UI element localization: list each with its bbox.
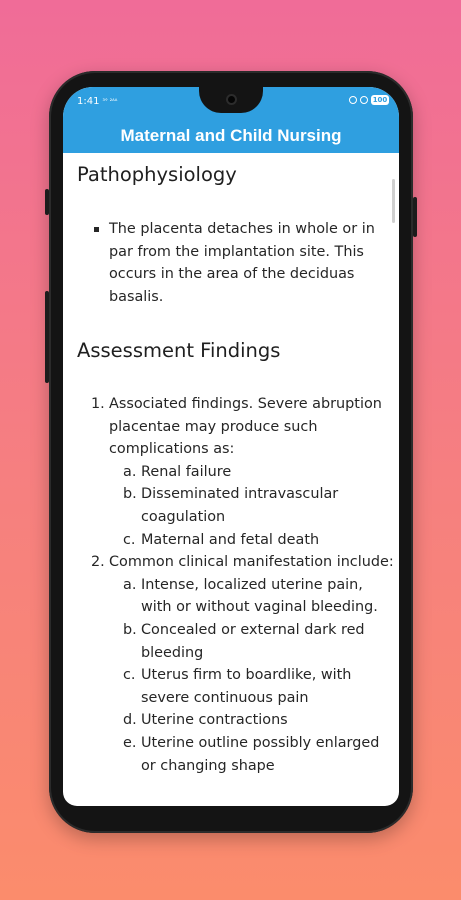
- list-item: The placenta detaches in whole or in par from the implantation site. This occurs in the area of the deciduas basalis.: [77, 218, 387, 308]
- pathophysiology-list: [77, 218, 387, 308]
- list-item: [77, 551, 395, 777]
- list-number: 1.: [91, 396, 105, 412]
- sub-list: [109, 461, 395, 551]
- list-item: [77, 393, 395, 551]
- network-speed-indicator: ³° ²ᴬᴬ: [102, 97, 118, 105]
- volume-button: [45, 291, 49, 383]
- list-letter: d.: [123, 712, 137, 729]
- list-item-text: Renal failure: [141, 463, 232, 480]
- list-letter: e.: [123, 734, 137, 751]
- list-item-text: Maternal and fetal death: [141, 531, 320, 548]
- phone-frame: [49, 71, 413, 833]
- list-item: [109, 483, 395, 528]
- list-letter: c.: [123, 667, 136, 684]
- list-item-text: Uterine contractions: [141, 712, 288, 729]
- list-item: [109, 732, 395, 777]
- section-heading-pathophysiology: Pathophysiology: [77, 163, 237, 186]
- assessment-findings-list: [77, 393, 395, 777]
- alarm-icon: [349, 96, 357, 104]
- list-item-text: Uterine outline possibly enlarged or changing shape: [141, 734, 380, 774]
- content-area[interactable]: [63, 153, 399, 806]
- list-item: [109, 619, 395, 664]
- list-letter: a.: [123, 463, 137, 480]
- battery-icon: 100: [372, 96, 388, 104]
- clock-icon: [360, 96, 368, 104]
- list-letter: b.: [123, 621, 137, 638]
- list-item: [109, 529, 395, 552]
- list-item-text: Intense, localized uterine pain, with or without vaginal bleeding.: [141, 576, 378, 616]
- camera-notch: [199, 87, 263, 113]
- power-button: [413, 197, 417, 237]
- list-letter: c.: [123, 531, 136, 548]
- front-camera-icon: [226, 94, 237, 105]
- list-item-text: Common clinical manifestation include:: [109, 554, 394, 571]
- volume-button: [45, 189, 49, 215]
- status-time: 1:41: [77, 96, 100, 107]
- list-letter: a.: [123, 576, 137, 593]
- app-title: Maternal and Child Nursing: [120, 126, 342, 145]
- list-item-text: Concealed or external dark red bleeding: [141, 621, 365, 661]
- list-letter: b.: [123, 486, 137, 503]
- list-item: [109, 664, 395, 709]
- app-bar: [63, 119, 399, 153]
- list-number: 2.: [91, 554, 105, 571]
- section-heading-assessment-findings: Assessment Findings: [77, 339, 281, 362]
- list-item-text: Uterus firm to boardlike, with severe continuous pain: [141, 667, 352, 706]
- list-item: [109, 709, 395, 732]
- list-item-text: Associated findings. Severe abruption placentae may produce such complications as:: [109, 396, 382, 458]
- sub-list: [109, 574, 395, 777]
- list-item: [109, 574, 395, 619]
- list-item-text: Disseminated intravascular coagulation: [141, 486, 339, 525]
- list-item: [109, 461, 395, 484]
- scrollbar[interactable]: [392, 179, 395, 223]
- phone-screen: [63, 87, 399, 806]
